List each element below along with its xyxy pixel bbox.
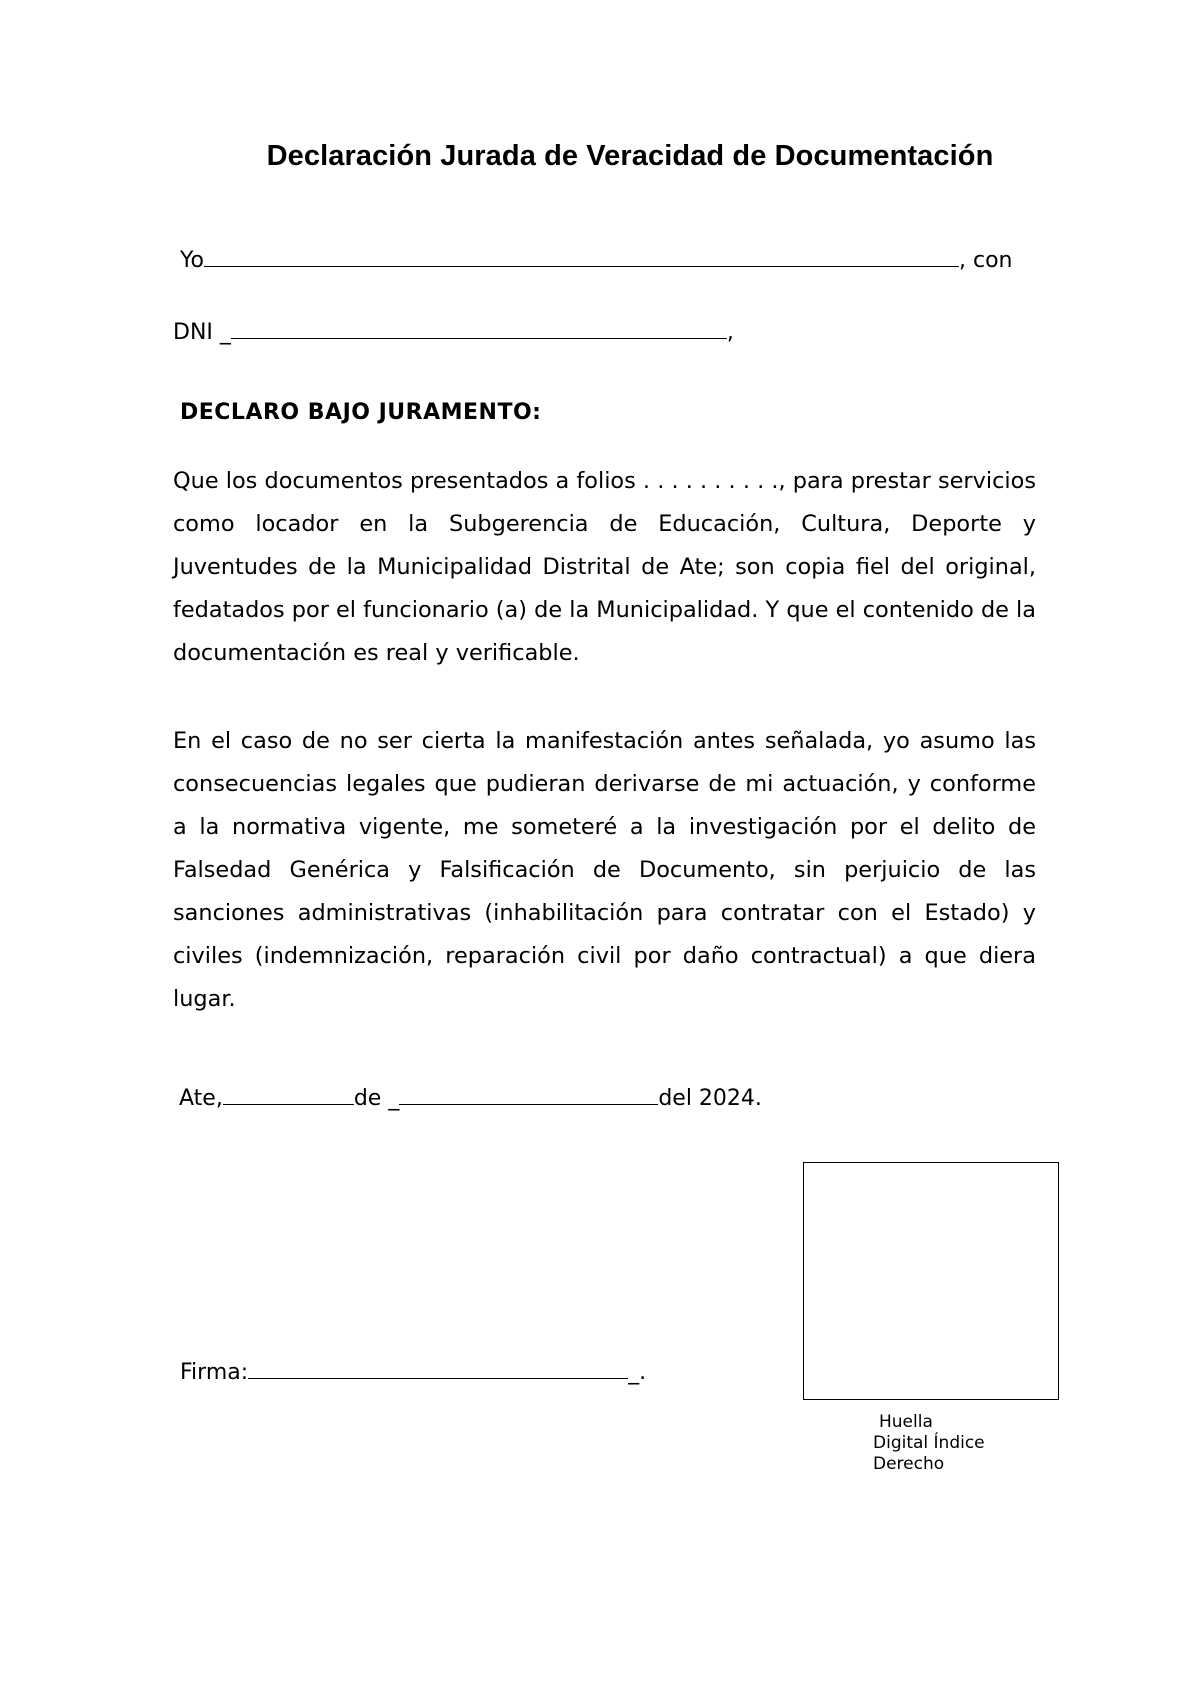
month-blank[interactable]: [399, 1082, 658, 1105]
fingerprint-caption-line-1: Huella: [879, 1412, 933, 1432]
dni-label: DNI _: [173, 320, 231, 345]
name-blank[interactable]: [204, 244, 959, 267]
signature-blank[interactable]: [248, 1356, 628, 1379]
day-blank[interactable]: [223, 1082, 354, 1105]
date-place: Ate,: [179, 1086, 223, 1111]
fingerprint-caption-line-3: Derecho: [873, 1454, 945, 1474]
dni-line: [173, 316, 734, 348]
yo-suffix: , con: [958, 248, 1013, 273]
signature-line: [180, 1356, 646, 1388]
dni-blank[interactable]: [231, 316, 727, 339]
declaration-paragraph-2: En el caso de no ser cierta la manifestación antes señalada, yo asumo las consecuencias legales que pudieran derivarse de mi actuación, y conforme a la normativa vigente, me someteré a la investigación por el delito de Falsedad Genérica y Falsificación de Documento, sin perjuicio de las sanciones administrativas (inhabilitación para contratar con el Estado) y civiles (indemnización, reparación civil por daño contractual) a que diera lugar.: [173, 728, 1036, 1012]
fingerprint-box: [803, 1162, 1059, 1400]
document-title: Declaración Jurada de Veracidad de Documentación: [266, 140, 994, 172]
dni-suffix: ,: [726, 320, 734, 345]
fingerprint-caption: [873, 1412, 985, 1475]
date-de: de _: [353, 1086, 400, 1111]
name-line: [180, 244, 1012, 276]
signature-label: Firma:: [180, 1360, 249, 1385]
fingerprint-caption-line-2: Digital Índice: [873, 1433, 985, 1453]
date-year: del 2024.: [658, 1086, 762, 1111]
signature-suffix: _.: [628, 1360, 647, 1385]
declaration-paragraph-1: Que los documentos presentados a folios . . . . . . . . . ., para prestar servicios como locador en la Subgerencia de Educación, Cultura, Deporte y Juventudes de la Municipalidad Distrital de Ate; son copia fiel del original, fedatados por el funcionario (a) de la Municipalidad. Y que el contenido de la documentación es real y verificable.: [173, 468, 1036, 666]
date-line: [179, 1082, 762, 1114]
yo-label: Yo: [180, 248, 204, 273]
declaration-heading: DECLARO BAJO JURAMENTO:: [180, 400, 542, 425]
